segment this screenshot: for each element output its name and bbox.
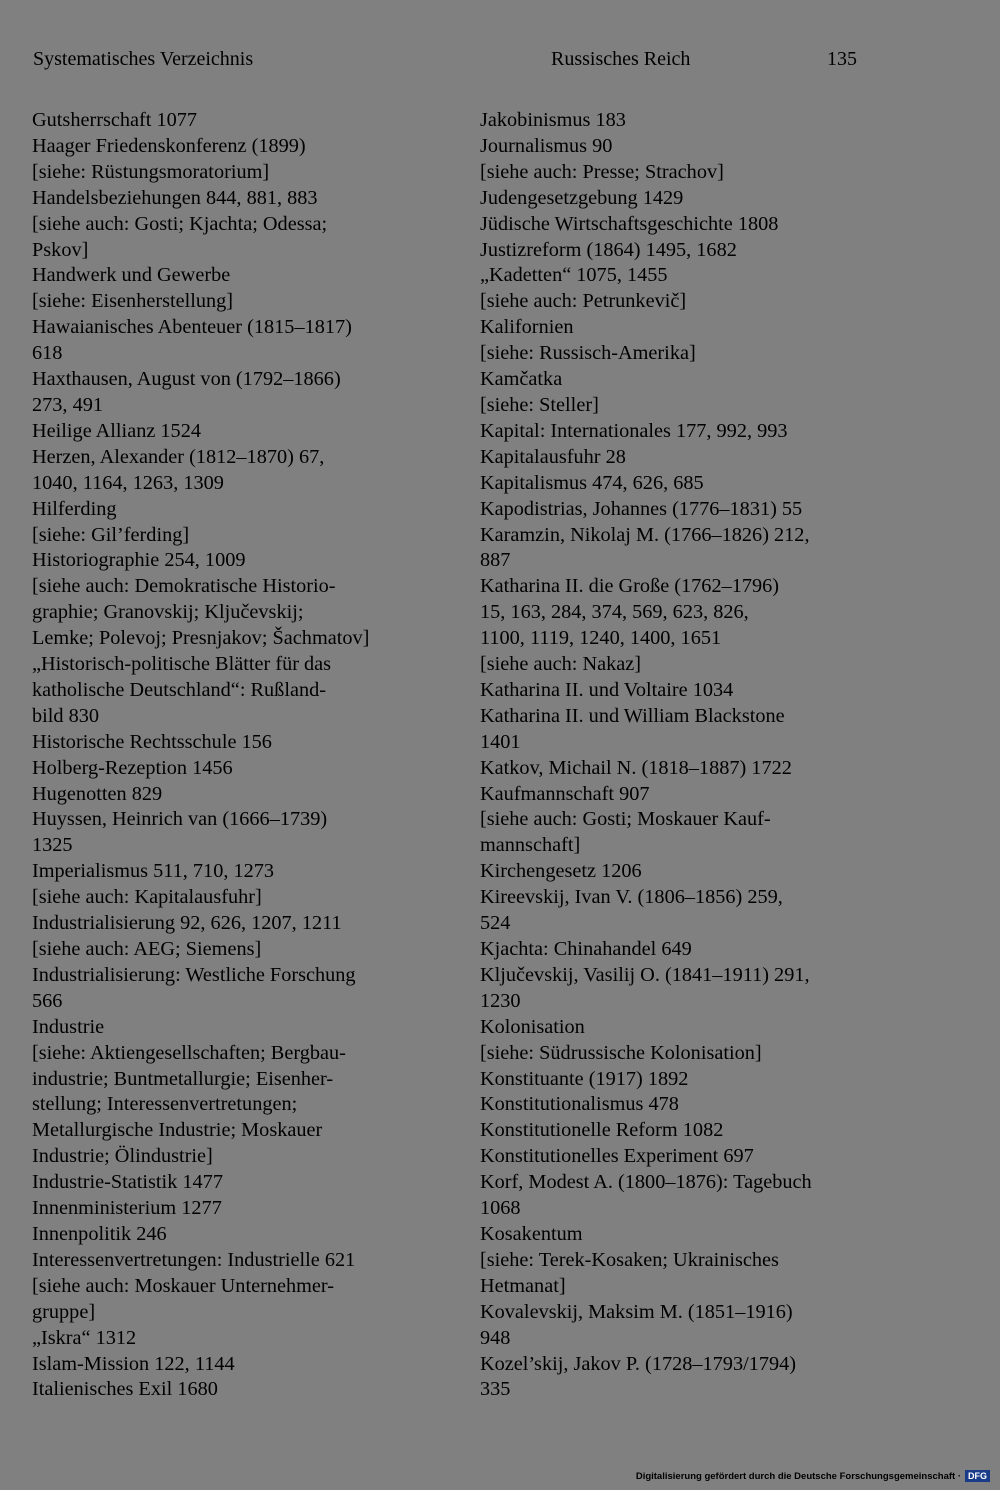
index-entry-heading: „Kadetten“ 1075, 1455 (480, 264, 668, 287)
index-entry-heading: Historische Rechtsschule 156 (32, 730, 272, 753)
index-entry-continuation: industrie; Buntmetallurgie; Eisenher- (32, 1067, 334, 1090)
index-entry-heading: Industrialisierung 92, 626, 1207, 1211 (32, 912, 342, 935)
running-head-center: Russisches Reich (551, 48, 691, 70)
index-entry (32, 1248, 472, 1326)
index-entry (480, 134, 920, 186)
index-entry (480, 963, 920, 1015)
index-entry-heading: Innenpolitik 246 (32, 1222, 167, 1245)
index-entry (480, 1300, 920, 1352)
index-entry (480, 1144, 920, 1170)
index-entry-continuation: [siehe auch: Presse; Strachov] (480, 160, 724, 183)
index-entry-heading: Handwerk und Gewerbe (32, 264, 231, 287)
index-entry-continuation: 887 (480, 549, 511, 572)
index-entry (32, 807, 472, 859)
index-entry-continuation: 1100, 1119, 1240, 1400, 1651 (480, 627, 722, 650)
index-entry (480, 238, 920, 264)
index-entry-heading: Konstitutionalismus 478 (480, 1093, 679, 1116)
index-entry-continuation: [siehe: Terek-Kosaken; Ukrainisches (480, 1248, 779, 1271)
index-entry-continuation: 1325 (32, 834, 73, 857)
index-entry-heading: Hugenotten 829 (32, 782, 163, 805)
index-entry (32, 134, 472, 186)
index-entry (480, 885, 920, 937)
index-entry-continuation: 618 (32, 342, 63, 365)
index-entry (480, 315, 920, 367)
index-entry (480, 859, 920, 885)
index-entry (32, 497, 472, 549)
index-entry-heading: Kapitalausfuhr 28 (480, 445, 626, 468)
index-entry (480, 1170, 920, 1222)
index-entry (480, 574, 920, 678)
index-entry (32, 1196, 472, 1222)
index-entry-heading: Kjachta: Chinahandel 649 (480, 938, 692, 960)
index-entry (480, 937, 920, 963)
index-entry (480, 419, 920, 445)
index-entry (32, 367, 472, 419)
index-entry (32, 1377, 472, 1403)
index-entry (480, 782, 920, 860)
index-entry (32, 419, 472, 445)
index-entry-heading: Islam-Mission 122, 1144 (32, 1352, 235, 1375)
index-entry-continuation: 273, 491 (32, 393, 103, 416)
index-entry-heading: Katharina II. die Große (1762–1796) (480, 575, 780, 598)
index-entry-heading: Kozel’skij, Jakov P. (1728–1793/1794) (480, 1352, 797, 1375)
index-entry-heading: Kolonisation (480, 1015, 585, 1038)
index-entry (32, 1170, 472, 1196)
index-entry-heading: Kapodistrias, Johannes (1776–1831) 55 (480, 497, 803, 520)
index-entry-continuation: mannschaft] (480, 834, 581, 857)
index-entry (480, 263, 920, 315)
index-entry-continuation: 1040, 1164, 1263, 1309 (32, 471, 224, 494)
index-entry-continuation: [siehe: Gil’ferding] (32, 523, 190, 546)
index-entry-heading: Jüdische Wirtschaftsgeschichte 1808 (480, 212, 779, 235)
index-entry-continuation: [siehe: Südrussische Kolonisation] (480, 1041, 762, 1064)
index-entry-continuation: Metallurgische Industrie; Moskauer (32, 1119, 323, 1142)
index-entry (480, 1222, 920, 1300)
index-entry (32, 108, 472, 134)
index-entry (480, 186, 920, 212)
index-entry-heading: Historiographie 254, 1009 (32, 549, 246, 572)
index-entry-heading: Journalismus 90 (480, 134, 613, 157)
index-entry-continuation: graphie; Granovskij; Ključevskij; (32, 601, 304, 624)
index-entry (480, 1118, 920, 1144)
index-entry-continuation: katholische Deutschland“: Rußland- (32, 678, 326, 701)
running-head-left: Systematisches Verzeichnis (33, 48, 254, 70)
index-entry-heading: Kalifornien (480, 316, 574, 339)
index-entry-heading: Katharina II. und Voltaire 1034 (480, 678, 734, 701)
index-entry-heading: „Iskra“ 1312 (32, 1326, 137, 1349)
index-entry-continuation: Pskov] (32, 238, 89, 261)
index-entry-continuation: Hetmanat] (480, 1274, 566, 1297)
index-entry-heading: Ključevskij, Vasilij O. (1841–1911) 291, (480, 963, 810, 986)
index-entry (480, 445, 920, 471)
index-entry-heading: Hilferding (32, 497, 117, 520)
index-entry (480, 523, 920, 575)
dfg-logo: DFG (965, 1470, 990, 1482)
index-entry (480, 497, 920, 523)
index-entry (32, 911, 472, 963)
index-entry-heading: Judengesetzgebung 1429 (480, 186, 684, 209)
index-entry-heading: Imperialismus 511, 710, 1273 (32, 860, 275, 883)
index-entry-continuation: gruppe] (32, 1300, 96, 1323)
index-entry-heading: Italienisches Exil 1680 (32, 1378, 218, 1401)
index-entry-continuation: 948 (480, 1326, 511, 1349)
index-entry (480, 212, 920, 238)
index-entry-continuation: 1230 (480, 989, 521, 1012)
index-entry (32, 1222, 472, 1248)
index-entry-heading: Kapital: Internationales 177, 992, 993 (480, 419, 788, 442)
index-entry-heading: Gutsherrschaft 1077 (32, 109, 198, 131)
index-entry-heading: Holberg-Rezeption 1456 (32, 756, 233, 779)
index-entry-heading: Interessenvertretungen: Industrielle 621 (32, 1248, 356, 1271)
index-entry (480, 471, 920, 497)
page-number: 135 (827, 48, 857, 70)
index-entry-heading: Industrie-Statistik 1477 (32, 1171, 223, 1194)
index-entry-continuation: 1401 (480, 730, 521, 753)
index-entry-continuation: 1068 (480, 1197, 521, 1220)
index-column-right (480, 108, 920, 1403)
index-entry-continuation: 524 (480, 912, 511, 935)
index-entry (32, 756, 472, 782)
index-entry (32, 1326, 472, 1352)
index-entry-heading: Hawaianisches Abenteuer (1815–1817) (32, 316, 352, 339)
index-entry-heading: Industrialisierung: Westliche Forschung (32, 963, 356, 986)
index-entry-heading: Kovalevskij, Maksim M. (1851–1916) (480, 1300, 793, 1323)
index-entry-heading: Katharina II. und William Blackstone (480, 704, 785, 727)
index-entry (32, 1352, 472, 1378)
index-entry (32, 859, 472, 911)
index-entry-heading: Korf, Modest A. (1800–1876): Tagebuch (480, 1171, 812, 1194)
index-entry (32, 548, 472, 652)
index-entry-heading: Handelsbeziehungen 844, 881, 883 (32, 186, 318, 209)
index-entry-heading: Industrie (32, 1015, 105, 1038)
index-entry-continuation: [siehe: Aktiengesellschaften; Bergbau- (32, 1041, 346, 1064)
index-entry-continuation: [siehe: Russisch-Amerika] (480, 342, 696, 365)
index-entry-heading: Konstituante (1917) 1892 (480, 1067, 689, 1090)
index-entry-continuation: 566 (32, 989, 63, 1012)
index-entry-continuation: bild 830 (32, 704, 100, 727)
index-entry-continuation: [siehe: Eisenherstellung] (32, 290, 234, 313)
index-entry (32, 186, 472, 264)
index-entry-heading: Heilige Allianz 1524 (32, 419, 201, 442)
index-entry (480, 1015, 920, 1067)
index-entry (32, 315, 472, 367)
index-entry-continuation: Industrie; Ölindustrie] (32, 1145, 213, 1168)
index-entry-continuation: [siehe auch: Gosti; Moskauer Kauf- (480, 808, 771, 831)
index-entry-heading: Innenministerium 1277 (32, 1197, 222, 1220)
index-entry-heading: Justizreform (1864) 1495, 1682 (480, 238, 737, 261)
footer-text: Digitalisierung gefördert durch die Deutsche Forschungsgemeinschaft · (635, 1470, 961, 1482)
index-entry (32, 445, 472, 497)
index-entry-heading: Kaufmannschaft 907 (480, 782, 650, 805)
index-entry-continuation: [siehe: Rüstungsmoratorium] (32, 160, 270, 183)
index-entry (480, 1092, 920, 1118)
index-entry-continuation: [siehe auch: Demokratische Historio- (32, 575, 336, 598)
index-entry-heading: Herzen, Alexander (1812–1870) 67, (32, 445, 325, 468)
index-entry (480, 678, 920, 704)
index-entry-heading: „Historisch-politische Blätter für das (32, 653, 332, 676)
index-entry-heading: Kireevskij, Ivan V. (1806–1856) 259, (480, 886, 783, 909)
index-entry-heading: Konstitutionelles Experiment 697 (480, 1145, 754, 1168)
index-entry-heading: Jakobinismus 183 (480, 109, 626, 131)
index-entry-continuation: [siehe: Steller] (480, 393, 599, 416)
index-entry (32, 263, 472, 315)
index-entry (480, 756, 920, 782)
index-entry-continuation: 15, 163, 284, 374, 569, 623, 826, (480, 601, 749, 624)
index-entry (32, 652, 472, 730)
index-entry (480, 108, 920, 134)
index-entry (480, 1352, 920, 1404)
index-entry-continuation: [siehe auch: Moskauer Unternehmer- (32, 1274, 335, 1297)
index-entry-heading: Katkov, Michail N. (1818–1887) 1722 (480, 756, 792, 779)
index-entry (32, 730, 472, 756)
index-entry-heading: Haxthausen, August von (1792–1866) (32, 368, 341, 391)
index-entry (32, 963, 472, 1015)
index-entry-continuation: 335 (480, 1378, 511, 1401)
index-entry-continuation: stellung; Interessenvertretungen; (32, 1093, 298, 1116)
index-entry (480, 1067, 920, 1093)
index-entry-heading: Konstitutionelle Reform 1082 (480, 1119, 724, 1142)
index-column-left (32, 108, 472, 1403)
index-entry-continuation: [siehe auch: Kapitalausfuhr] (32, 886, 262, 909)
index-entry-continuation: Lemke; Polevoj; Presnjakov; Šachmatov] (32, 627, 370, 650)
index-entry-continuation: [siehe auch: Nakaz] (480, 653, 642, 676)
digitization-footer (636, 1470, 990, 1482)
index-entry-continuation: [siehe auch: Petrunkevič] (480, 290, 687, 313)
index-entry-heading: Kamčatka (480, 368, 563, 391)
index-entry (480, 367, 920, 419)
index-entry-heading: Kapitalismus 474, 626, 685 (480, 471, 704, 494)
index-entry-heading: Huyssen, Heinrich van (1666–1739) (32, 808, 328, 831)
index-entry-continuation: [siehe auch: AEG; Siemens] (32, 938, 262, 960)
index-entry (32, 782, 472, 808)
index-entry (480, 704, 920, 756)
index-entry-heading: Karamzin, Nikolaj M. (1766–1826) 212, (480, 523, 810, 546)
index-entry-heading: Kirchengesetz 1206 (480, 860, 642, 883)
index-entry-continuation: [siehe auch: Gosti; Kjachta; Odessa; (32, 212, 328, 235)
index-entry (32, 1015, 472, 1170)
index-entry-heading: Kosakentum (480, 1222, 583, 1245)
index-entry-heading: Haager Friedenskonferenz (1899) (32, 134, 306, 157)
